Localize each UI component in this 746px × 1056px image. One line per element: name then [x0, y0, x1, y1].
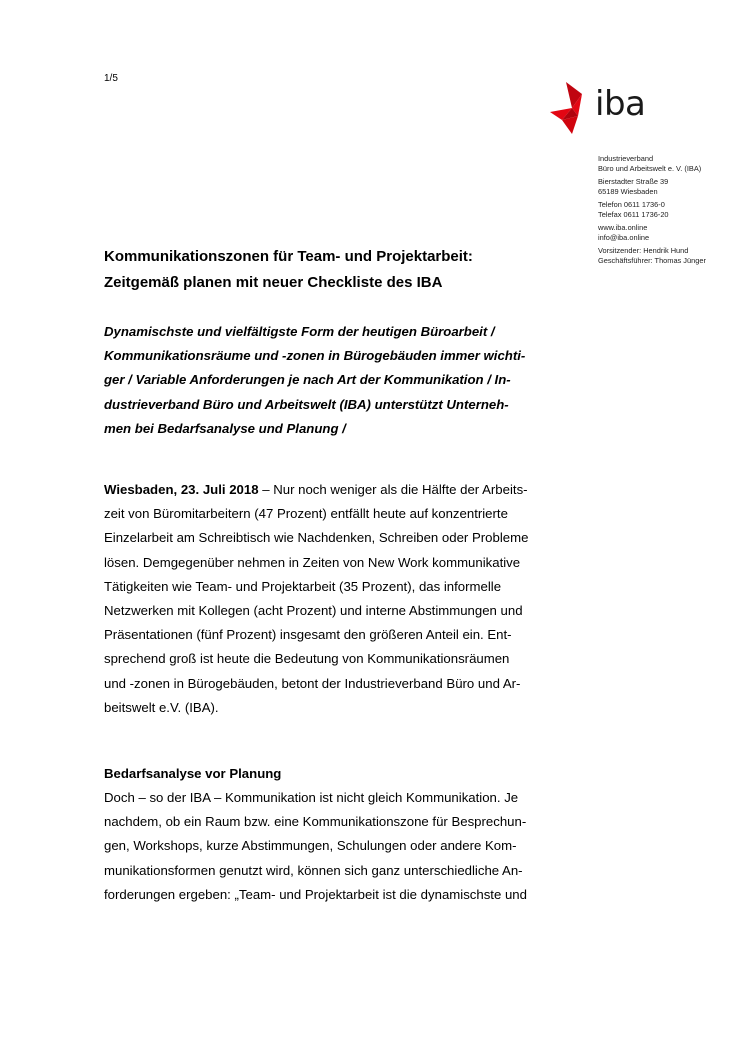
fax-line: Telefax 0611 1736-20: [598, 210, 669, 219]
phone-numbers: [598, 200, 738, 220]
letterhead-sidebar: [598, 154, 738, 269]
title-line: Kommunikationszonen für Team- und Projektarbeit:: [104, 248, 473, 265]
lead-summary: [104, 320, 594, 441]
paragraph-line: Tätigkeiten wie Team- und Projektarbeit (35 Prozent), das informelle: [104, 578, 502, 594]
lead-line: Kommunikationsräume und -zonen in Bürogebäuden immer wichti-: [104, 348, 526, 364]
paragraph-line: lösen. Demgegenüber nehmen in Zeiten von New Work kommunikative: [104, 554, 521, 570]
paragraph-line: zeit von Büromitarbeitern (47 Prozent) entfällt heute auf konzentrierte: [104, 506, 508, 522]
paragraph-line: sprechend groß ist heute die Bedeutung von Kommunikationsräumen: [104, 651, 510, 667]
paragraph-line: Netzwerken mit Kollegen (acht Prozent) und interne Abstimmungen und: [104, 603, 523, 619]
website-link[interactable]: www.iba.online: [598, 223, 648, 232]
title-line: Zeitgemäß planen mit neuer Checkliste des IBA: [104, 274, 443, 291]
email-link[interactable]: info@iba.online: [598, 233, 650, 242]
paragraph-2: [104, 786, 594, 907]
lead-line: dustrieverband Büro und Arbeitswelt (IBA) unterstützt Unterneh-: [104, 396, 509, 412]
paragraph-line: Doch – so der IBA – Kommunikation ist nicht gleich Kommunikation. Je: [104, 790, 519, 805]
lead-line: Dynamischste und vielfältigste Form der heutigen Büroarbeit /: [104, 324, 495, 339]
chairman: Vorsitzender: Hendrik Hund: [598, 246, 689, 255]
paragraph-line: [104, 478, 594, 502]
address-line: 65189 Wiesbaden: [598, 187, 658, 196]
paragraph-line: gen, Workshops, kurze Abstimmungen, Schulungen oder andere Kom-: [104, 838, 517, 854]
iba-logo: [548, 80, 658, 136]
iba-logo-text: iba: [595, 84, 646, 124]
paragraph-line: beitswelt e.V. (IBA).: [104, 699, 219, 715]
org-name: [598, 154, 738, 174]
paragraph-line: Präsentationen (fünf Prozent) insgesamt den größeren Anteil ein. Ent-: [104, 627, 512, 643]
address-line: Bierstadter Straße 39: [598, 177, 669, 186]
web-contacts: [598, 223, 738, 243]
org-line: Industrieverband: [598, 154, 654, 163]
paragraph-line: forderungen ergeben: „Team- und Projektarbeit ist die dynamischste und: [104, 886, 527, 902]
paragraph-text: – Nur noch weniger als die Hälfte der Arbeits-: [258, 482, 528, 497]
dateline: Wiesbaden, 23. Juli 2018: [104, 482, 259, 497]
address: [598, 177, 738, 197]
paragraph-1: [104, 478, 594, 720]
paragraph-line: und -zonen in Bürogebäuden, betont der Industrieverband Büro und Ar-: [104, 675, 521, 691]
org-line: Büro und Arbeitswelt e. V. (IBA): [598, 164, 702, 173]
paragraph-line: Einzelarbeit am Schreibtisch wie Nachdenken, Schreiben oder Probleme: [104, 530, 529, 546]
iba-logo-mark-icon: [548, 80, 592, 136]
paragraph-line: munikationsformen genutzt wird, können sich ganz unterschiedliche An-: [104, 862, 523, 878]
paragraph-line: nachdem, ob ein Raum bzw. eine Kommunikationszone für Besprechun-: [104, 814, 527, 830]
managing-director: Geschäftsführer: Thomas Jünger: [598, 256, 706, 265]
executives: [598, 246, 738, 266]
lead-line: ger / Variable Anforderungen je nach Art der Kommunikation / In-: [104, 372, 511, 388]
phone-line: Telefon 0611 1736-0: [598, 200, 665, 209]
section-heading: Bedarfsanalyse vor Planung: [104, 766, 282, 781]
document-title: [104, 244, 584, 296]
lead-line: men bei Bedarfsanalyse und Planung /: [104, 420, 346, 436]
page-number: 1/5: [104, 73, 118, 84]
